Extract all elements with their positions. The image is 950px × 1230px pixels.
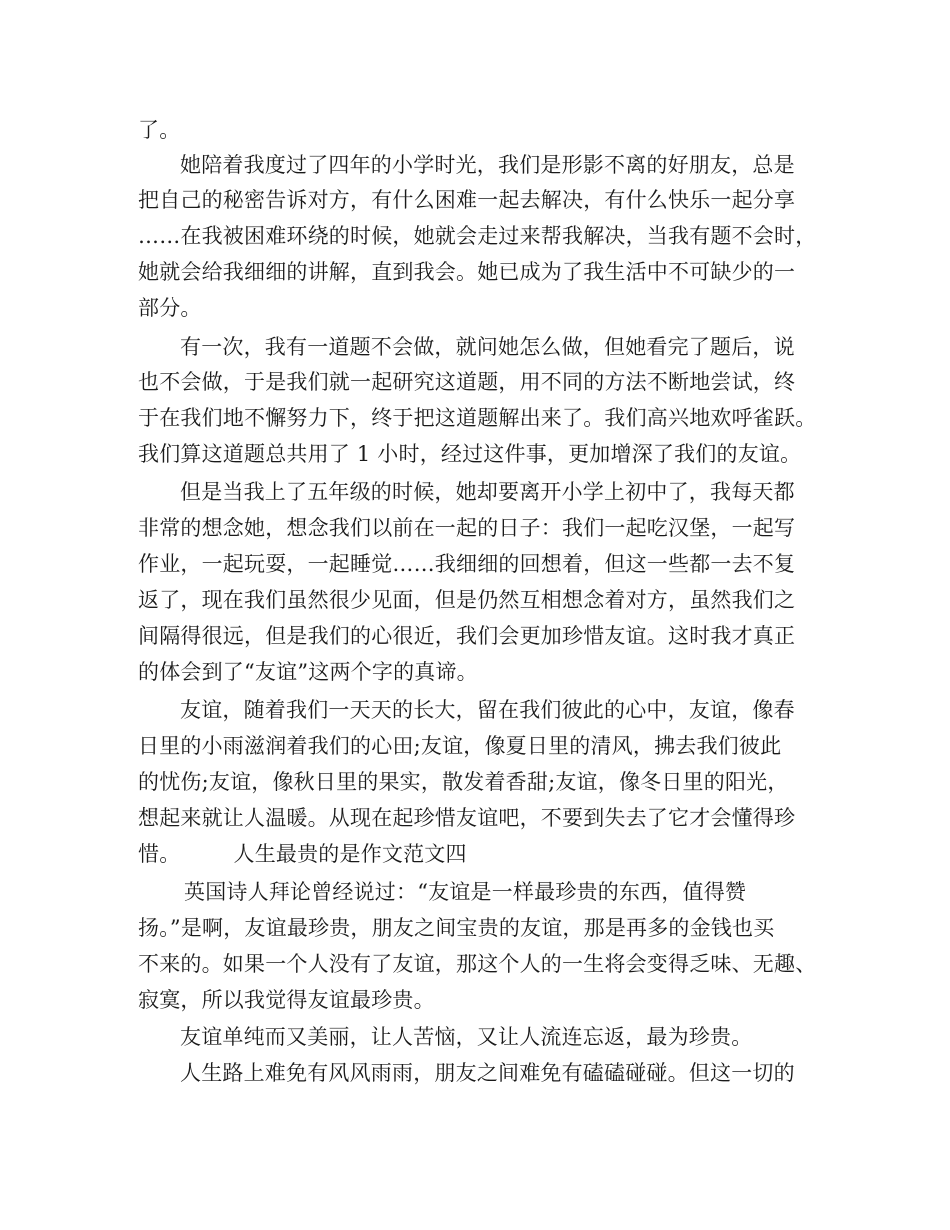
- text-line: 我们算这道题总共用了 1 小时，经过这件事，更加增深了我们的友谊。: [138, 442, 802, 466]
- paragraph-start-line: 友谊，随着我们一天天的长大，留在我们彼此的心中，友谊，像春: [180, 698, 795, 722]
- text-line: 寂寞，所以我觉得友谊最珍贵。: [138, 988, 435, 1012]
- text-line: 想起来就让人温暖。从现在起珍惜友谊吧，不要到失去了它才会懂得珍: [138, 806, 796, 830]
- paragraph-start-line: 但是当我上了五年级的时候，她却要离开小学上初中了，我每天都: [180, 480, 795, 504]
- text-line: 非常的想念她，想念我们以前在一起的日子：我们一起吃汉堡，一起写: [138, 516, 796, 540]
- paragraph-start-line: 英国诗人拜论曾经说过：“友谊是一样最珍贵的东西，值得赞: [184, 880, 747, 904]
- text-line: 她就会给我细细的讲解，直到我会。她已成为了我生活中不可缺少的一: [138, 260, 796, 284]
- text-line: 日里的小雨滋润着我们的心田;友谊，像夏日里的清风，拂去我们彼此: [138, 734, 782, 758]
- text-line: 作业，一起玩耍，一起睡觉……我细细的回想着，但这一些都一去不复: [138, 552, 796, 576]
- paragraph-start-line: 有一次，我有一道题不会做，就问她怎么做，但她看完了题后，说: [180, 335, 795, 359]
- text-line: 不来的。如果一个人没有了友谊，那这个人的一生将会变得乏味、无趣、: [138, 952, 817, 976]
- text-line: 扬。”是啊，友谊最珍贵，朋友之间宝贵的友谊，那是再多的金钱也买: [138, 916, 775, 940]
- text-line: 的体会到了“友谊”这两个字的真谛。: [138, 660, 478, 684]
- paragraph-start-line: 她陪着我度过了四年的小学时光，我们是形影不离的好朋友，总是: [180, 153, 795, 177]
- text-line: 返了，现在我们虽然很少见面，但是仍然互相想念着对方，虽然我们之: [138, 588, 796, 612]
- text-line: 于在我们地不懈努力下，终于把这道题解出来了。我们高兴地欢呼雀跃。: [138, 406, 817, 430]
- text-line: 把自己的秘密告诉对方，有什么困难一起去解决，有什么快乐一起分享: [138, 188, 796, 212]
- text-line: 部分。: [138, 296, 202, 320]
- text-line: 的忧伤;友谊，像秋日里的果实，散发着香甜;友谊，像冬日里的阳光，: [138, 770, 789, 794]
- text-line: 也不会做，于是我们就一起研究这道题，用不同的方法不断地尝试，终: [138, 370, 796, 394]
- text-line: ……在我被困难环绕的时候，她就会走过来帮我解决，当我有题不会时，: [138, 224, 817, 248]
- paragraph-start-line: 人生路上难免有风风雨雨，朋友之间难免有磕磕碰碰。但这一切的: [180, 1061, 795, 1085]
- text-line: 了。: [138, 118, 181, 142]
- text-line: 间隔得很远，但是我们的心很近，我们会更加珍惜友谊。这时我才真正: [138, 624, 796, 648]
- text-line-with-heading: 惜。 人生最贵的是作文范文四: [138, 842, 467, 866]
- paragraph-start-line: 友谊单纯而又美丽，让人苦恼，又让人流连忘返，最为珍贵。: [180, 1025, 753, 1049]
